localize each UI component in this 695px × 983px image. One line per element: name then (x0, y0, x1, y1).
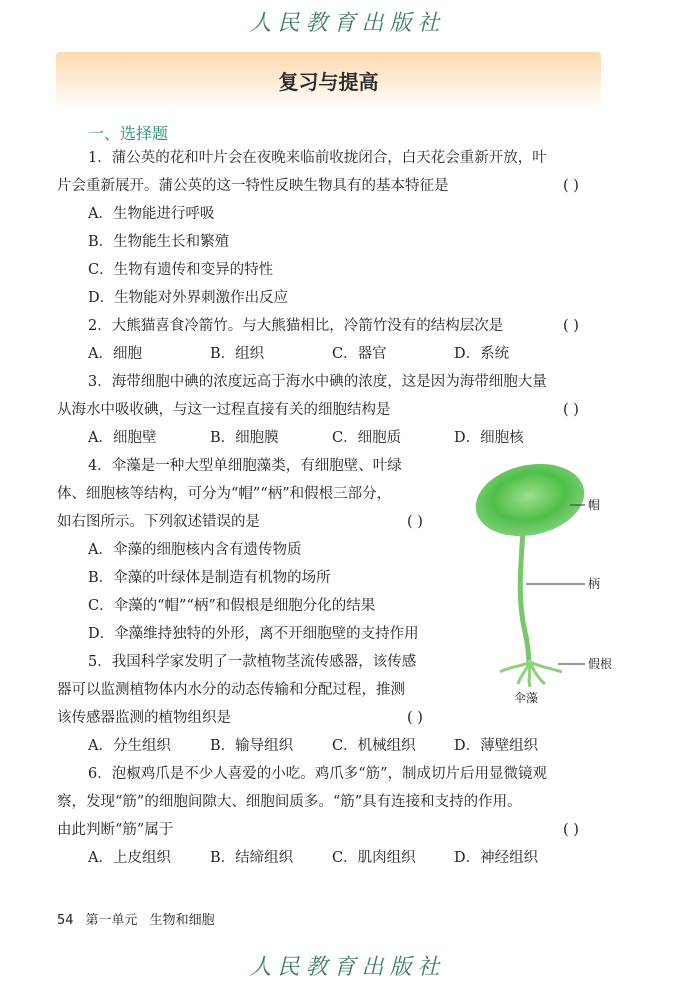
q1-stem: 1．蒲公英的花和叶片会在夜晚来临前收拢闭合，白天花会重新开放，叶 (88, 150, 547, 166)
q2-stem: 2．大熊猫喜食冷箭竹。与大熊猫相比，冷箭竹没有的结构层次是 (88, 318, 504, 334)
q5-stem-cont2: 该传感器监测的植物组织是 (57, 710, 231, 726)
label-cap: 帽 (588, 498, 601, 512)
answer-blank: ( ) (563, 178, 579, 194)
q5-option-b: B．输导组织 (210, 738, 294, 754)
section-heading: 一、选择题 (88, 124, 169, 143)
q3-option-b: B．细胞膜 (210, 430, 279, 446)
q6-option-c: C．肌肉组织 (332, 850, 416, 866)
q2-option-d: D．系统 (454, 346, 510, 362)
q3-stem-cont: 从海水中吸收碘，与这一过程直接有关的细胞结构是 (57, 402, 391, 418)
q5-option-a: A．分生组织 (88, 738, 171, 754)
q5-stem: 5．我国科学家发明了一款植物茎流传感器，该传感 (88, 654, 417, 670)
q3-stem: 3．海带细胞中碘的浓度远高于海水中碘的浓度，这是因为海带细胞大量 (88, 374, 547, 390)
answer-blank: ( ) (407, 514, 423, 530)
q4-option-a: A．伞藻的细胞核内含有遗传物质 (88, 542, 302, 558)
q5-stem-cont: 器可以监测植物体内水分的动态传输和分配过程，推测 (57, 682, 405, 698)
answer-blank: ( ) (563, 318, 579, 334)
q1-stem-cont: 片会重新展开。蒲公英的这一特性反映生物具有的基本特征是 (57, 178, 449, 194)
q6-stem-cont: 察，发现“筋”的细胞间隙大、细胞间质多。“筋”具有连接和支持的作用。 (57, 794, 522, 810)
unit-title: 生物和细胞 (149, 913, 215, 928)
q2-option-a: A．细胞 (88, 346, 142, 362)
page-title: 复习与提高 (278, 70, 379, 94)
answer-blank: ( ) (563, 402, 579, 418)
figure-caption: 伞藻 (514, 691, 539, 705)
q3-option-d: D．细胞核 (454, 430, 524, 446)
rhizoid-shape (500, 662, 562, 687)
q6-stem-cont2: 由此判断“筋”属于 (57, 822, 174, 838)
acetabularia-figure (470, 462, 640, 712)
q2-option-c: C．器官 (332, 346, 387, 362)
q5-option-d: D．薄壁组织 (454, 738, 539, 754)
label-rhizoid: 假根 (588, 657, 613, 671)
q4-option-b: B．伞藻的叶绿体是制造有机物的场所 (88, 570, 331, 586)
publisher-logo-bottom: 人民教育出版社 (249, 955, 446, 980)
page-footer (57, 909, 227, 928)
q2-option-b: B．组织 (210, 346, 265, 362)
q1-option-d: D．生物能对外界刺激作出反应 (88, 290, 289, 306)
q4-stem-cont2: 如右图所示。下列叙述错误的是 (57, 514, 260, 530)
q1-option-b: B．生物能生长和繁殖 (88, 234, 230, 250)
stalk-shape (520, 532, 530, 663)
section-banner (56, 52, 601, 110)
answer-blank: ( ) (407, 710, 423, 726)
q6-option-d: D．神经组织 (454, 850, 539, 866)
q5-option-c: C．机械组织 (332, 738, 416, 754)
cap-shape (470, 462, 591, 546)
q3-option-a: A．细胞壁 (88, 430, 157, 446)
q6-stem: 6．泡椒鸡爪是不少人喜爱的小吃。鸡爪多“筋”，制成切片后用显微镜观 (88, 766, 548, 782)
q4-stem: 4．伞藻是一种大型单细胞藻类，有细胞壁、叶绿 (88, 458, 402, 474)
page-number: 54 (57, 913, 74, 928)
q1-option-c: C．生物有遗传和变异的特性 (88, 262, 274, 278)
q6-option-b: B．结缔组织 (210, 850, 294, 866)
unit-label: 第一单元 (85, 913, 138, 928)
q6-option-a: A．上皮组织 (88, 850, 171, 866)
q4-option-d: D．伞藻维持独特的外形，离不开细胞壁的支持作用 (88, 626, 419, 642)
answer-blank: ( ) (563, 822, 579, 838)
publisher-logo-top: 人民教育出版社 (249, 11, 446, 36)
q3-option-c: C．细胞质 (332, 430, 402, 446)
q4-option-c: C．伞藻的“帽”“柄”和假根是细胞分化的结果 (88, 598, 376, 614)
q1-option-a: A．生物能进行呼吸 (88, 206, 215, 222)
label-stalk: 柄 (588, 577, 601, 591)
q4-stem-cont: 体、细胞核等结构，可分为“帽”“柄”和假根三部分， (57, 486, 392, 502)
